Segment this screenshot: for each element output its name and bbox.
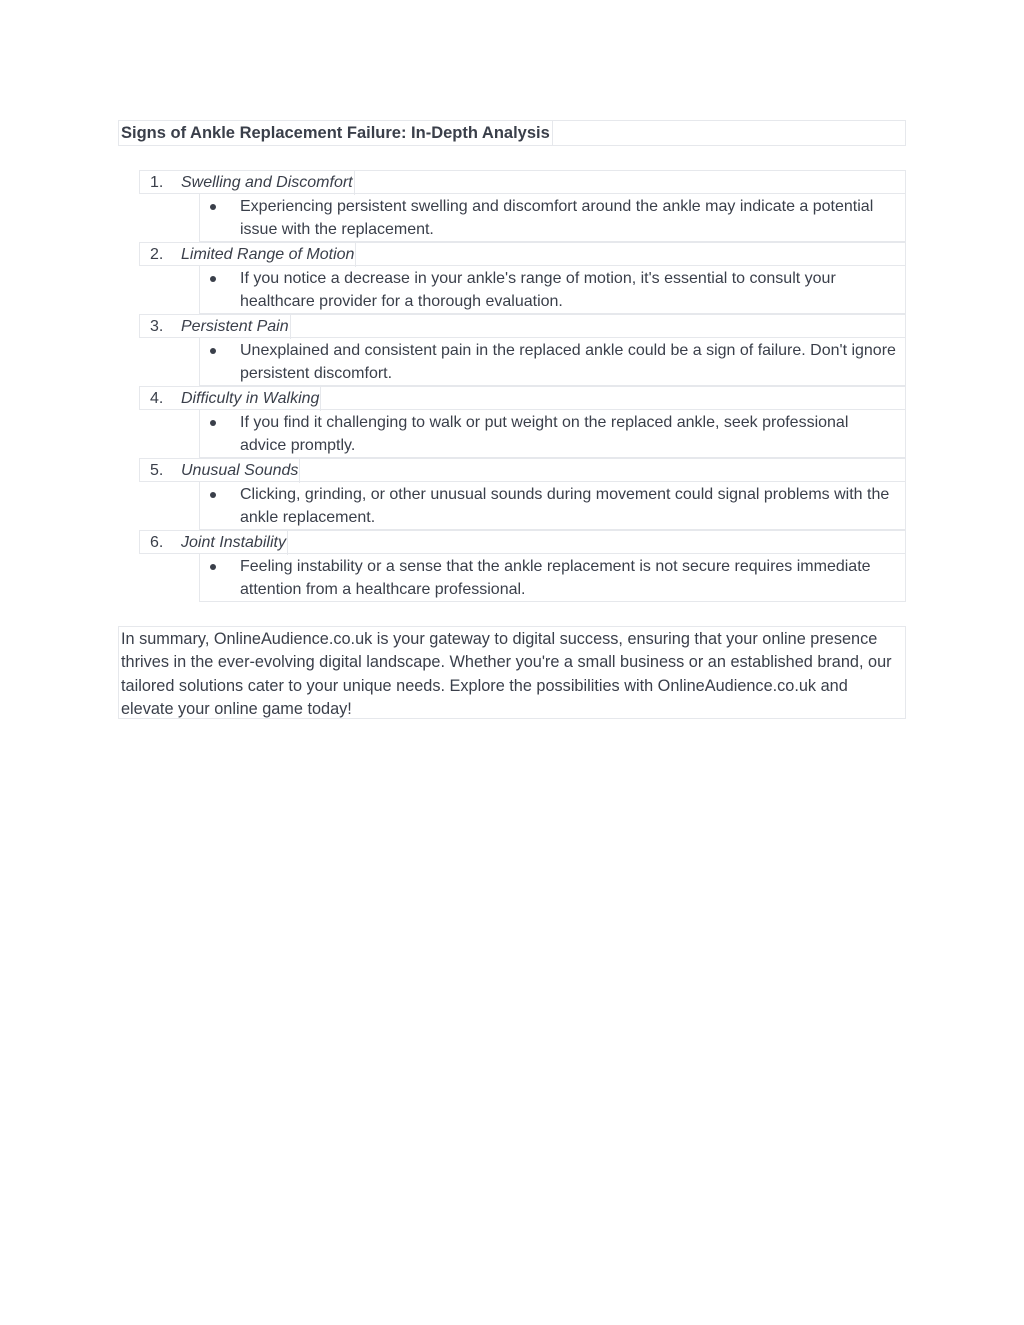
list-item: [139, 170, 906, 194]
list-item-number: 3.: [150, 318, 164, 335]
list-item-number: 1.: [150, 174, 164, 191]
list-item-title: Unusual Sounds: [181, 459, 300, 483]
summary-paragraph: In summary, OnlineAudience.co.uk is your gateway to digital success, ensuring that your online presence thrives in the ever-evolving digital landscape. Whether you're a small business or an established brand, our tailored solutions cater to your unique needs. Explore the possibilities with OnlineAudience.co.uk and elevate your online game today!: [118, 626, 906, 719]
list-item-detail: [199, 266, 906, 314]
list-item-detail-text: Unexplained and consistent pain in the replaced ankle could be a sign of failure. Don't ignore persistent discomfort.: [240, 342, 896, 382]
bullet-icon: [210, 420, 216, 426]
list-item-title: Persistent Pain: [181, 315, 291, 339]
list-item-title: Swelling and Discomfort: [181, 171, 355, 195]
list-item-title: Difficulty in Walking: [181, 387, 321, 411]
list-item: [139, 458, 906, 482]
list-item-detail-text: Clicking, grinding, or other unusual sounds during movement could signal problems with the ankle replacement.: [240, 486, 890, 526]
bullet-icon: [210, 492, 216, 498]
list-item-detail-text: Feeling instability or a sense that the ankle replacement is not secure requires immediate attention from a healthcare professional.: [240, 558, 871, 598]
list-item-number: 4.: [150, 390, 164, 407]
page-title: Signs of Ankle Replacement Failure: In-Depth Analysis: [119, 121, 553, 145]
list-item: [139, 242, 906, 266]
list-item-number: 2.: [150, 246, 164, 263]
list-item-title: Joint Instability: [181, 531, 288, 555]
list-item: [139, 530, 906, 554]
list-item-detail: [199, 410, 906, 458]
bullet-icon: [210, 564, 216, 570]
list-item-detail-text: Experiencing persistent swelling and discomfort around the ankle may indicate a potential issue with the replacement.: [240, 198, 874, 238]
list-item-detail-text: If you find it challenging to walk or put weight on the replaced ankle, seek professional advice promptly.: [240, 414, 849, 454]
bullet-icon: [210, 276, 216, 282]
list-item: [139, 314, 906, 338]
list-item: [139, 386, 906, 410]
document-page: [118, 120, 906, 719]
bullet-icon: [210, 204, 216, 210]
heading-container: [118, 120, 906, 146]
list-item-title: Limited Range of Motion: [181, 243, 356, 267]
list-item-number: 5.: [150, 462, 164, 479]
list-item-detail: [199, 194, 906, 242]
list-item-detail: [199, 554, 906, 602]
list-item-number: 6.: [150, 534, 164, 551]
signs-list: [139, 170, 906, 602]
bullet-icon: [210, 348, 216, 354]
list-item-detail: [199, 482, 906, 530]
list-item-detail-text: If you notice a decrease in your ankle's range of motion, it's essential to consult your healthcare provider for a thorough evaluation.: [240, 270, 836, 310]
list-item-detail: [199, 338, 906, 386]
